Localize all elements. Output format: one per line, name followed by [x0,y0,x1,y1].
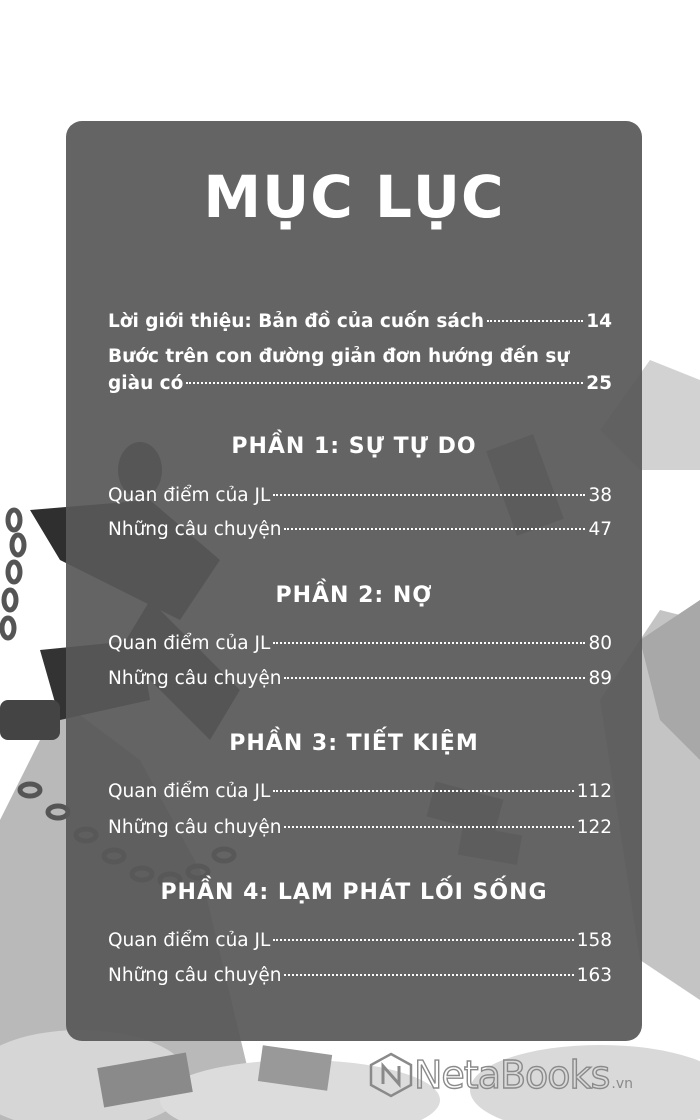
part-3-heading: PHẦN 3: TIẾT KIỆM [229,731,479,756]
toc-entry-label: giàu có [108,373,184,394]
dot-leader [487,320,583,322]
watermark-suffix: .vn [611,1076,633,1092]
toc-entry-intro[interactable] [108,307,612,337]
toc-entry-page: 158 [576,930,612,951]
part-1-heading: PHẦN 1: SỰ TỰ DO [231,434,477,459]
toc-entry-page: 25 [586,373,612,394]
toc-entry-label: Những câu chuyện [108,519,282,540]
dot-leader [273,939,573,941]
dot-leader [284,974,573,976]
toc-entry-label: Quan điểm của JL [108,633,271,654]
toc-entry-path[interactable] [108,369,612,399]
dot-leader [273,642,585,644]
part-4-heading: PHẦN 4: LẠM PHÁT LỐI SỐNG [160,880,548,905]
toc-entry-page: 38 [588,485,612,506]
toc-panel [66,121,642,1041]
toc-entry-page: 47 [588,519,612,540]
dot-leader [284,677,585,679]
toc-title: MỤC LỤC [203,163,505,231]
toc-entry[interactable] [108,926,612,956]
dot-leader [284,826,573,828]
toc-entry-label: Những câu chuyện [108,817,282,838]
toc-entry-label: Những câu chuyện [108,668,282,689]
netabooks-watermark [368,1052,633,1098]
toc-entry-page: 163 [576,965,612,986]
toc-entry-label: Quan điểm của JL [108,781,271,802]
toc-entry-label: Lời giới thiệu: Bản đồ của cuốn sách [108,311,485,332]
toc-entry-page: 112 [576,781,612,802]
dot-leader [273,790,573,792]
toc-entry[interactable] [108,813,612,843]
toc-entry[interactable] [108,629,612,659]
toc-entry[interactable] [108,664,612,694]
toc-entry-page: 14 [586,311,612,332]
toc-entry[interactable] [108,481,612,511]
toc-entry-line1[interactable]: Bước trên con đường giản đơn hướng đến sự [108,346,570,367]
toc-entry-page: 122 [576,817,612,838]
toc-entry-label: Quan điểm của JL [108,930,271,951]
dot-leader [186,382,583,384]
toc-entry-page: 89 [588,668,612,689]
dot-leader [273,494,585,496]
part-2-heading: PHẦN 2: NỢ [275,583,433,608]
dot-leader [284,528,585,530]
toc-entry-label: Những câu chuyện [108,965,282,986]
toc-entry-page: 80 [588,633,612,654]
watermark-brand: NetaBooks [414,1053,610,1097]
netabooks-logo-icon [368,1052,414,1098]
toc-entry[interactable] [108,961,612,991]
toc-entry-label: Quan điểm của JL [108,485,271,506]
toc-entry[interactable] [108,515,612,545]
toc-entry[interactable] [108,777,612,807]
